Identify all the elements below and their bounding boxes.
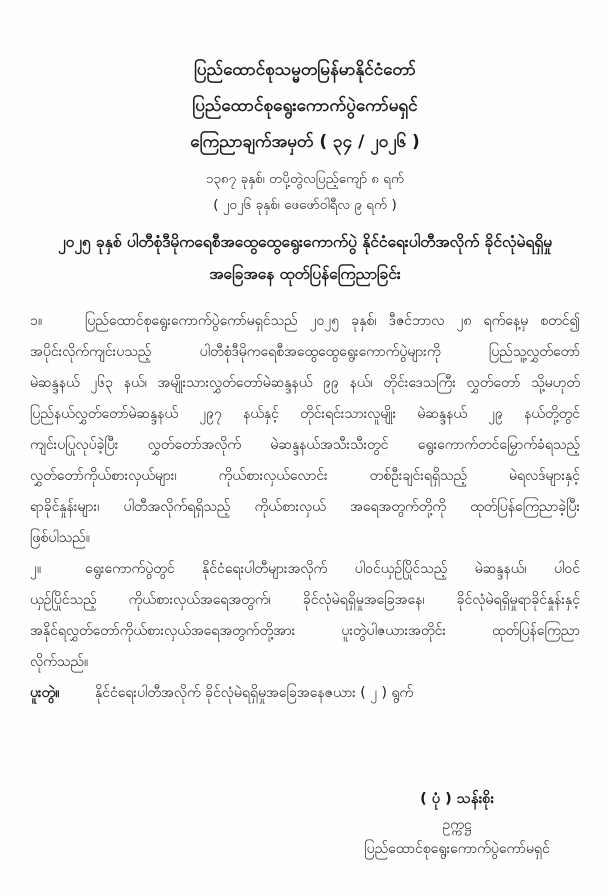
date-gregorian: ( ၂၀၂၆ ခုနှစ်၊ ဖေဖော်ဝါရီလ ၉ ရက် ) (213, 197, 397, 213)
paragraph-2-number: ၂။ (30, 561, 42, 577)
paragraph-1-line: လွှတ်တော်ကိုယ်စားလှယ်များ၊ ကိုယ်စားလှယ်လောင်း တစ်ဦးချင်းရရှိသည့် မဲရလဒ်များနှင့် (30, 468, 580, 484)
document-body (30, 306, 580, 709)
paragraph-1-number: ၁။ (30, 313, 43, 329)
paragraph-1-line: အပိုင်းလိုက်ကျင်းပသည့် ပါတီစုံဒီမိုကရေစီအထွေထွေရွေးကောက်ပွဲများကို ပြည်သူ့လွှတ်တော် (30, 344, 580, 360)
paragraph-2-line: လိုက်သည်။ (30, 654, 89, 670)
paragraph-1-line: ပြည်နယ်လွှတ်တော်မဲဆန္ဒနယ် ၂၉၇ နယ်နှင့် တိုင်းရင်းသားလူမျိုး မဲဆန္ဒနယ် ၂၉ နယ်တို့တွင် (30, 406, 580, 422)
announcement-number: ကြေညာချက်အမှတ် ( ၃၄ / ၂၀၂၆ ) (190, 132, 420, 152)
paragraph-1 (30, 306, 580, 554)
signer-organization: ပြည်ထောင်စုရွေးကောက်ပွဲကော်မရှင် (364, 841, 550, 857)
paragraph-1-line: ကျင်းပပြုလုပ်ခဲ့ပြီး လွှတ်တော်အလိုက် မဲဆန္ဒနယ်အသီးသီးတွင် ရွေးကောက်တင်မြှောက်ခံရသည့် (30, 437, 580, 453)
paragraph-1-text: ပြည်ထောင်စုရွေးကောက်ပွဲကော်မရှင်သည် ၂၀၂၅ ခုနှစ်၊ ဒီဇင်ဘာလ ၂၈ ရက်နေ့မှ စတင်၍ (85, 313, 580, 329)
paragraph-1-line (30, 306, 580, 337)
document-header (30, 52, 580, 160)
paragraph-1-line: မဲဆန္ဒနယ် ၂၆၃ နယ်၊ အမျိုးသားလွှတ်တော်မဲဆန္ဒနယ် ၉၉ နယ်၊ တိုင်းဒေသကြီး လွှတ်တော် သို့မဟုတ် (30, 375, 580, 391)
paragraph-2-line: ယှဉ်ပြိုင်သည့် ကိုယ်စားလှယ်အရေအတွက်၊ ခိုင်လုံမဲရရှိမှုအခြေအနေ၊ ခိုင်လုံမဲရရှိမှုရာခိုင်နှုန်းနှင့် (30, 592, 580, 608)
commission-name: ပြည်ထောင်စုရွေးကောက်ပွဲကော်မရှင် (192, 96, 418, 116)
paragraph-2-text: ရွေးကောက်ပွဲတွင် နိုင်ငံရေးပါတီများအလိုက် ပါဝင်ယှဉ်ပြိုင်သည့် မဲဆန္ဒနယ်၊ ပါဝင် (85, 561, 580, 577)
signed-name: ( ပုံ ) သန်းစိုး (420, 791, 494, 807)
date-block (30, 166, 580, 218)
signer-position: ဥက္ကဋ္ဌ (442, 817, 472, 833)
attachment-line (30, 678, 580, 709)
attachment-text: နိုင်ငံရေးပါတီအလိုက် ခိုင်လုံမဲရရှိမှုအခြေအနေဇယား ( ၂ ) ရွက် (95, 685, 414, 701)
paragraph-1-line: ရာခိုင်နှုန်းများ၊ ပါတီအလိုက်ရရှိသည့် ကိုယ်စားလှယ် အရေအတွက်တို့ကို ထုတ်ပြန်ကြေညာခဲ့ပြီး (30, 499, 580, 515)
paragraph-2-line (30, 554, 580, 585)
paragraph-2 (30, 554, 580, 678)
document-title (30, 226, 580, 290)
attachment-label: ပူးတွဲ။ (30, 685, 60, 701)
date-myanmar-calendar: ၁၃၈၇ ခုနှစ်၊ တပို့တွဲလပြည့်ကျော် ၈ ရက် (205, 171, 405, 187)
state-title: ပြည်ထောင်စုသမ္မတမြန်မာနိုင်ငံတော် (194, 60, 416, 80)
title-line-2: အခြေအနေ ထုတ်ပြန်ကြေညာခြင်း (209, 265, 401, 283)
title-line-1: ၂၀၂၅ ခုနှစ် ပါတီစုံဒီမိုကရေစီအထွေထွေရွေးကောက်ပွဲ နိုင်ငံရေးပါတီအလိုက် ခိုင်လုံမဲရရှိမှု (57, 233, 553, 251)
signature-block (342, 785, 572, 861)
paragraph-2-line: အနိုင်ရလွှတ်တော်ကိုယ်စားလှယ်အရေအတွက်တို့အား ပူးတွဲပါဇယားအတိုင်း ထုတ်ပြန်ကြေညာ (30, 623, 580, 639)
paragraph-1-line: ဖြစ်ပါသည်။ (30, 530, 90, 546)
